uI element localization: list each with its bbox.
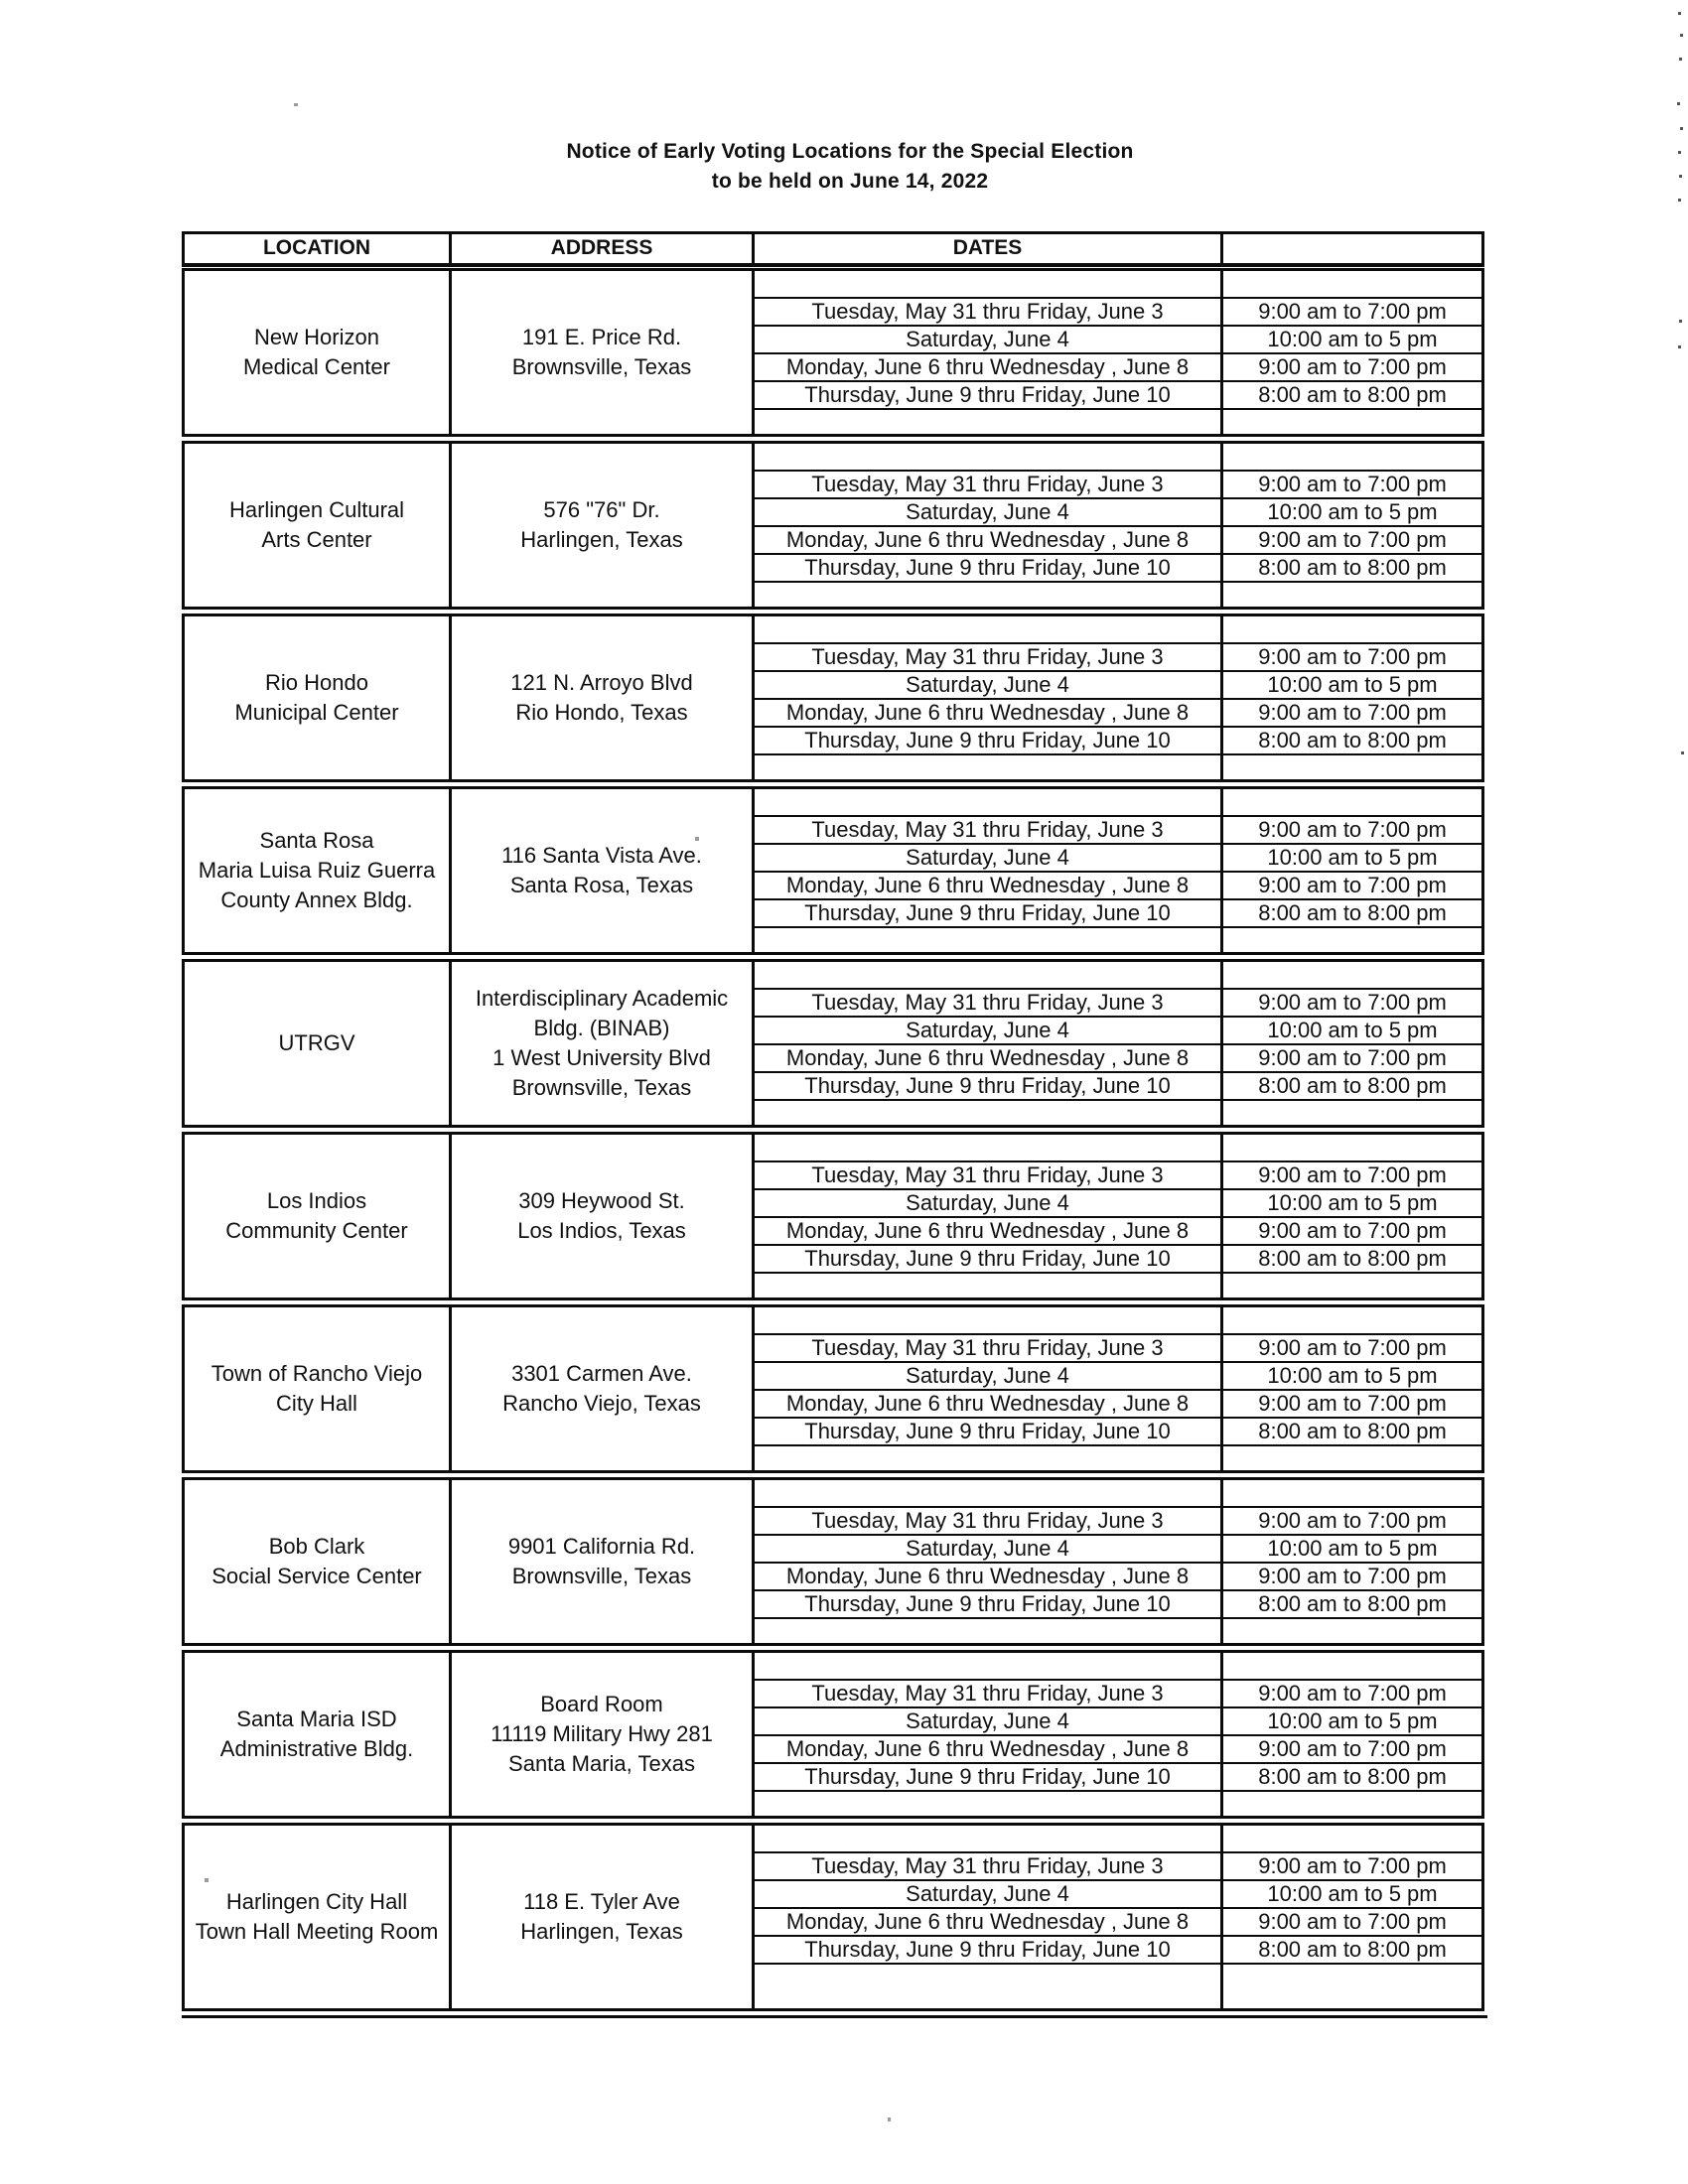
address-line: Santa Rosa, Texas [509,873,694,897]
address-cell [452,1480,755,1643]
schedule-area [755,616,1481,779]
schedule-date-cell: Monday, June 6 thru Wednesday , June 8 [755,700,1223,728]
address-line: 121 N. Arroyo Blvd [510,670,693,695]
address-line: Brownsville, Texas [511,1075,692,1100]
schedule-hours-cell: 9:00 am to 7:00 pm [1223,1909,1481,1937]
location-cell [185,1826,452,2008]
address-line: Rio Hondo, Texas [515,700,688,725]
scan-artifact [1680,127,1683,130]
schedule-hours-cell: 9:00 am to 7:00 pm [1223,873,1481,900]
schedule-hours-cell: 9:00 am to 7:00 pm [1223,1564,1481,1591]
row-block [182,1304,1484,1473]
schedule-date-cell: Saturday, June 4 [755,1536,1223,1564]
schedule-area [755,1653,1481,1816]
schedule-hours-cell: 10:00 am to 5 pm [1223,327,1481,354]
schedule-hours-cell: 8:00 am to 8:00 pm [1223,382,1481,410]
location-line: Municipal Center [234,700,399,725]
schedule-date-cell: Thursday, June 9 thru Friday, June 10 [755,1591,1223,1619]
location-cell [185,1480,452,1643]
location-line: County Annex Bldg. [220,887,413,912]
row-block [182,959,1484,1128]
schedule-hours-cell: 10:00 am to 5 pm [1223,672,1481,700]
schedule-bottom-spacer [1223,1965,1481,2008]
address-line: 3301 Carmen Ave. [511,1361,692,1386]
schedule-date-cell: Saturday, June 4 [755,672,1223,700]
schedule-bottom-spacer [755,1101,1223,1125]
location-line: Harlingen Cultural [228,497,405,522]
schedule-date-cell: Tuesday, May 31 thru Friday, June 3 [755,299,1223,327]
schedule-date-cell: Monday, June 6 thru Wednesday , June 8 [755,354,1223,382]
header-cell-dates: DATES [755,234,1223,263]
scan-artifact [1680,34,1683,37]
schedule-bottom-spacer [755,410,1223,434]
row-block [182,441,1484,610]
location-line: Harlingen City Hall [225,1889,408,1914]
schedule-date-cell: Monday, June 6 thru Wednesday , June 8 [755,527,1223,555]
schedule-top-spacer [1223,616,1481,644]
schedule-date-cell: Saturday, June 4 [755,499,1223,527]
schedule-bottom-spacer [1223,1792,1481,1816]
schedule-date-cell: Thursday, June 9 thru Friday, June 10 [755,1937,1223,1965]
schedule-date-cell: Monday, June 6 thru Wednesday , June 8 [755,1045,1223,1073]
location-line: Bob Clark [268,1534,365,1559]
scan-artifact [888,2117,891,2121]
location-line: City Hall [276,1391,357,1416]
schedule-top-spacer [755,1307,1223,1335]
schedule-hours-cell: 9:00 am to 7:00 pm [1223,1218,1481,1246]
address-line: 191 E. Price Rd. [521,325,682,349]
scan-artifact [1678,345,1681,348]
location-line: New Horizon [254,325,379,349]
schedule-date-cell: Tuesday, May 31 thru Friday, June 3 [755,1335,1223,1363]
schedule-bottom-spacer [755,1965,1223,2008]
schedule-hours-cell: 9:00 am to 7:00 pm [1223,1681,1481,1708]
schedule-hours-cell: 10:00 am to 5 pm [1223,1536,1481,1564]
address-line: Rancho Viejo, Texas [502,1391,701,1416]
address-line: Brownsville, Texas [511,1564,692,1588]
schedule-bottom-spacer [1223,1446,1481,1470]
schedule-date-cell: Thursday, June 9 thru Friday, June 10 [755,728,1223,755]
schedule-hours-cell: 8:00 am to 8:00 pm [1223,1073,1481,1101]
location-line: Los Indios [266,1188,367,1213]
header-cell-address: ADDRESS [452,234,755,263]
schedule-date-cell: Thursday, June 9 thru Friday, June 10 [755,1419,1223,1446]
row-block [182,1650,1484,1819]
schedule-hours-cell: 9:00 am to 7:00 pm [1223,354,1481,382]
address-line: 11119 Military Hwy 281 [491,1721,713,1746]
header-cell-location: LOCATION [185,234,452,263]
schedule-top-spacer [1223,962,1481,990]
schedule-date-cell: Thursday, June 9 thru Friday, June 10 [755,1764,1223,1792]
schedule-bottom-spacer [755,1619,1223,1643]
schedule-area [755,271,1481,434]
location-cell [185,271,452,434]
row-block [182,1477,1484,1646]
schedule-hours-cell: 9:00 am to 7:00 pm [1223,1335,1481,1363]
schedule-top-spacer [1223,1307,1481,1335]
schedule-date-cell: Thursday, June 9 thru Friday, June 10 [755,555,1223,583]
row-block [182,786,1484,955]
address-cell [452,444,755,607]
address-line: 9901 California Rd. [507,1534,696,1559]
schedule-top-spacer [755,962,1223,990]
schedule-bottom-spacer [1223,583,1481,607]
address-cell [452,789,755,952]
page-title-line1: Notice of Early Voting Locations for the Special Election [566,140,1134,163]
schedule-bottom-spacer [755,1274,1223,1297]
schedule-area [755,962,1481,1125]
row-block [182,614,1484,782]
schedule-hours-cell: 9:00 am to 7:00 pm [1223,527,1481,555]
schedule-hours-cell: 8:00 am to 8:00 pm [1223,1246,1481,1274]
schedule-date-cell: Monday, June 6 thru Wednesday , June 8 [755,873,1223,900]
table-rows [182,268,1484,2011]
address-line: Harlingen, Texas [520,1919,683,1944]
schedule-date-cell: Thursday, June 9 thru Friday, June 10 [755,1246,1223,1274]
schedule-hours-cell: 9:00 am to 7:00 pm [1223,1853,1481,1881]
location-cell [185,1135,452,1297]
address-line: 118 E. Tyler Ave [523,1889,680,1914]
schedule-hours-cell: 9:00 am to 7:00 pm [1223,1508,1481,1536]
schedule-date-cell: Saturday, June 4 [755,1708,1223,1736]
address-cell [452,616,755,779]
schedule-area [755,789,1481,952]
address-line: Santa Maria, Texas [508,1751,695,1776]
location-cell [185,789,452,952]
location-cell [185,1307,452,1470]
page-title [0,137,1688,197]
schedule-date-cell: Tuesday, May 31 thru Friday, June 3 [755,472,1223,499]
schedule-area [755,1480,1481,1643]
schedule-date-cell: Tuesday, May 31 thru Friday, June 3 [755,644,1223,672]
schedule-top-spacer [1223,271,1481,299]
schedule-top-spacer [1223,444,1481,472]
location-line: Community Center [225,1218,408,1243]
schedule-date-cell: Monday, June 6 thru Wednesday , June 8 [755,1391,1223,1419]
schedule-date-cell: Tuesday, May 31 thru Friday, June 3 [755,1681,1223,1708]
scan-artifact [1679,320,1682,323]
schedule-date-cell: Saturday, June 4 [755,1018,1223,1045]
schedule-top-spacer [1223,1653,1481,1681]
schedule-hours-cell: 9:00 am to 7:00 pm [1223,1391,1481,1419]
schedule-date-cell: Monday, June 6 thru Wednesday , June 8 [755,1564,1223,1591]
schedule-hours-cell: 8:00 am to 8:00 pm [1223,555,1481,583]
table-header-row [182,231,1484,267]
location-cell [185,616,452,779]
address-line: Brownsville, Texas [511,354,692,379]
schedule-top-spacer [755,789,1223,817]
location-line: UTRGV [278,1030,355,1055]
location-line: Social Service Center [211,1564,422,1588]
schedule-hours-cell: 9:00 am to 7:00 pm [1223,990,1481,1018]
schedule-hours-cell: 8:00 am to 8:00 pm [1223,1591,1481,1619]
schedule-bottom-spacer [755,1792,1223,1816]
schedule-top-spacer [1223,789,1481,817]
schedule-date-cell: Tuesday, May 31 thru Friday, June 3 [755,1162,1223,1190]
location-line: Arts Center [261,527,372,552]
schedule-hours-cell: 8:00 am to 8:00 pm [1223,900,1481,928]
address-cell [452,1135,755,1297]
address-line: 116 Santa Vista Ave. [501,843,702,868]
scan-artifact [294,103,298,106]
location-line: Santa Maria ISD [236,1706,397,1731]
table-bottom-rule [182,2015,1487,2018]
location-cell [185,962,452,1125]
address-line: Los Indios, Texas [517,1218,686,1243]
schedule-area [755,1135,1481,1297]
scan-artifact [205,1878,209,1882]
schedule-date-cell: Thursday, June 9 thru Friday, June 10 [755,900,1223,928]
schedule-top-spacer [755,1135,1223,1162]
schedule-date-cell: Tuesday, May 31 thru Friday, June 3 [755,817,1223,845]
schedule-hours-cell: 9:00 am to 7:00 pm [1223,1045,1481,1073]
schedule-top-spacer [755,1826,1223,1853]
address-line: Interdisciplinary Academic [475,986,729,1011]
scan-artifact [1678,151,1681,154]
schedule-hours-cell: 9:00 am to 7:00 pm [1223,817,1481,845]
schedule-date-cell: Tuesday, May 31 thru Friday, June 3 [755,990,1223,1018]
location-cell [185,1653,452,1816]
schedule-top-spacer [755,616,1223,644]
header-cell-blank [1223,234,1481,263]
schedule-hours-cell: 9:00 am to 7:00 pm [1223,1162,1481,1190]
schedule-date-cell: Thursday, June 9 thru Friday, June 10 [755,382,1223,410]
address-cell [452,271,755,434]
schedule-top-spacer [755,1653,1223,1681]
location-cell [185,444,452,607]
row-block [182,1132,1484,1300]
address-cell [452,1307,755,1470]
schedule-top-spacer [755,271,1223,299]
address-cell [452,1826,755,2008]
schedule-hours-cell: 10:00 am to 5 pm [1223,845,1481,873]
schedule-hours-cell: 10:00 am to 5 pm [1223,1190,1481,1218]
address-line: 1 West University Blvd [492,1045,711,1070]
row-block [182,1823,1484,2011]
schedule-area [755,1826,1481,2008]
schedule-date-cell: Saturday, June 4 [755,1190,1223,1218]
schedule-top-spacer [1223,1826,1481,1853]
scan-artifact [1679,175,1682,178]
schedule-bottom-spacer [1223,410,1481,434]
address-line: 309 Heywood St. [518,1188,685,1213]
schedule-date-cell: Saturday, June 4 [755,845,1223,873]
schedule-bottom-spacer [755,928,1223,952]
voting-locations-table [182,231,1484,2018]
schedule-date-cell: Tuesday, May 31 thru Friday, June 3 [755,1853,1223,1881]
scan-artifact [695,837,699,841]
scan-artifact [1678,199,1681,202]
address-line: Harlingen, Texas [520,527,683,552]
address-cell [452,962,755,1125]
schedule-date-cell: Tuesday, May 31 thru Friday, June 3 [755,1508,1223,1536]
schedule-top-spacer [755,444,1223,472]
schedule-hours-cell: 8:00 am to 8:00 pm [1223,1419,1481,1446]
schedule-hours-cell: 10:00 am to 5 pm [1223,499,1481,527]
schedule-date-cell: Saturday, June 4 [755,327,1223,354]
location-line: Town of Rancho Viejo [211,1361,423,1386]
schedule-date-cell: Monday, June 6 thru Wednesday , June 8 [755,1218,1223,1246]
schedule-hours-cell: 9:00 am to 7:00 pm [1223,472,1481,499]
address-line: 576 "76" Dr. [543,497,660,522]
schedule-date-cell: Saturday, June 4 [755,1363,1223,1391]
address-line: Bldg. (BINAB) [533,1016,670,1040]
schedule-top-spacer [755,1480,1223,1508]
scan-artifact [1678,12,1681,15]
schedule-hours-cell: 10:00 am to 5 pm [1223,1363,1481,1391]
schedule-bottom-spacer [1223,1619,1481,1643]
schedule-bottom-spacer [755,583,1223,607]
location-line: Administrative Bldg. [219,1736,414,1761]
location-line: Maria Luisa Ruiz Guerra [198,858,436,883]
page-title-line2: to be held on June 14, 2022 [711,170,989,193]
schedule-hours-cell: 10:00 am to 5 pm [1223,1708,1481,1736]
schedule-hours-cell: 9:00 am to 7:00 pm [1223,644,1481,672]
schedule-top-spacer [1223,1135,1481,1162]
location-line: Rio Hondo [265,670,368,695]
schedule-hours-cell: 9:00 am to 7:00 pm [1223,1736,1481,1764]
schedule-hours-cell: 9:00 am to 7:00 pm [1223,700,1481,728]
scan-artifact [1679,58,1682,61]
location-line: Santa Rosa [259,828,374,853]
location-line: Town Hall Meeting Room [195,1919,439,1944]
row-block [182,268,1484,437]
location-line: Medical Center [243,354,390,379]
schedule-area [755,1307,1481,1470]
schedule-area [755,444,1481,607]
schedule-hours-cell: 8:00 am to 8:00 pm [1223,1764,1481,1792]
schedule-bottom-spacer [755,1446,1223,1470]
schedule-top-spacer [1223,1480,1481,1508]
schedule-bottom-spacer [1223,1101,1481,1125]
schedule-date-cell: Saturday, June 4 [755,1881,1223,1909]
schedule-bottom-spacer [1223,755,1481,779]
scan-artifact [1677,102,1680,105]
address-line: Board Room [540,1692,663,1716]
schedule-date-cell: Monday, June 6 thru Wednesday , June 8 [755,1736,1223,1764]
schedule-bottom-spacer [1223,1274,1481,1297]
schedule-hours-cell: 8:00 am to 8:00 pm [1223,1937,1481,1965]
schedule-date-cell: Monday, June 6 thru Wednesday , June 8 [755,1909,1223,1937]
scan-artifact [1681,751,1684,754]
schedule-hours-cell: 9:00 am to 7:00 pm [1223,299,1481,327]
address-cell [452,1653,755,1816]
schedule-bottom-spacer [1223,928,1481,952]
schedule-date-cell: Thursday, June 9 thru Friday, June 10 [755,1073,1223,1101]
schedule-hours-cell: 10:00 am to 5 pm [1223,1018,1481,1045]
schedule-hours-cell: 8:00 am to 8:00 pm [1223,728,1481,755]
schedule-hours-cell: 10:00 am to 5 pm [1223,1881,1481,1909]
schedule-bottom-spacer [755,755,1223,779]
